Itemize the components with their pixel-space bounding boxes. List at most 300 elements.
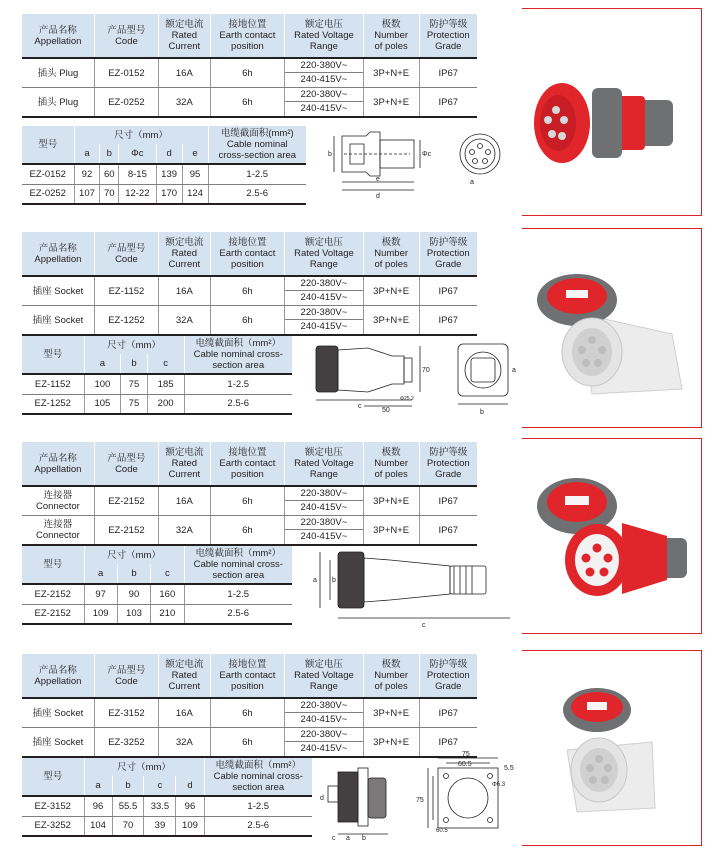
table-cell: EZ-1252 — [94, 306, 158, 336]
text-label: 5.5 — [504, 765, 514, 772]
table-cell — [285, 276, 364, 306]
text-label: Number — [374, 670, 409, 681]
text-label: 240-415V~ — [300, 74, 348, 85]
text-label: c — [332, 835, 336, 842]
text-label: 产品名称 — [38, 242, 77, 254]
table-header-cell — [363, 654, 419, 698]
table-header-cell: Φc — [119, 144, 157, 164]
table-cell: 16A — [158, 486, 210, 516]
table-cell: 2.5-6 — [184, 604, 292, 624]
table-header-cell — [22, 442, 94, 486]
table-cell: 插座 Socket — [22, 306, 94, 336]
table-cell: 60 — [100, 164, 119, 184]
spec-table — [22, 442, 477, 546]
table-cell: 103 — [117, 604, 150, 624]
table-cell: 75 — [121, 374, 147, 394]
table-cell: 95 — [182, 164, 208, 184]
text-label: Connector — [36, 501, 80, 512]
table-cell: 6h — [210, 486, 284, 516]
table-cell: 3P+N+E — [363, 486, 419, 516]
table-header-cell — [22, 654, 94, 698]
text-label: 240-415V~ — [300, 502, 348, 513]
text-label: Earth contact — [219, 458, 276, 469]
text-label: Grade — [435, 469, 462, 480]
text-label: 防护等级 — [429, 237, 468, 248]
text-label: Current — [168, 469, 201, 480]
text-label: Range — [309, 681, 338, 692]
text-label: section area — [232, 782, 285, 793]
table-header-cell: c — [147, 354, 184, 374]
text-label: Protection — [426, 458, 470, 469]
text-label: 240-415V~ — [300, 103, 348, 114]
text-label: Code — [115, 35, 138, 47]
text-label: 220-380V~ — [285, 306, 363, 320]
text-label: Number — [374, 248, 409, 259]
text-label: 电缆截面积（mm²） — [195, 548, 281, 559]
table-header-cell: 型号 — [22, 758, 84, 796]
panel-socket-drawing — [316, 750, 526, 842]
table-cell: 6h — [210, 516, 284, 546]
table-cell: EZ-1252 — [22, 394, 84, 414]
text-label: 接地位置 — [228, 237, 267, 248]
table-cell: 109 — [176, 816, 204, 836]
text-label: 额定电压 — [304, 19, 343, 30]
section-panel-socket — [22, 650, 702, 846]
table-header-cell — [285, 232, 364, 276]
table-cell: 97 — [84, 584, 117, 604]
table-header-cell — [285, 442, 364, 486]
text-label: Φ25.2 — [400, 396, 414, 402]
table-header-cell: b — [112, 776, 144, 796]
table-header-cell — [363, 232, 419, 276]
table-cell: 6h — [210, 698, 284, 728]
connector-photo — [527, 468, 702, 608]
table-cell: 200 — [147, 394, 184, 414]
table-cell: 55.5 — [112, 796, 144, 816]
table-cell: EZ-1152 — [22, 374, 84, 394]
dim-label: e — [376, 176, 380, 183]
text-label: 接地位置 — [228, 659, 267, 670]
dim-label: b — [328, 151, 332, 158]
text-label: Protection — [426, 248, 470, 259]
text-label: of poles — [374, 259, 408, 270]
table-cell: IP67 — [419, 516, 477, 546]
text-label: cross-section area — [218, 150, 297, 161]
text-label: Protection — [426, 670, 470, 681]
text-label: Number — [374, 458, 409, 469]
text-label: a — [346, 835, 350, 842]
table-cell: 96 — [176, 796, 204, 816]
text-label: Cable nominal cross- — [193, 349, 283, 360]
text-label: 产品型号 — [107, 242, 146, 254]
spec-table — [22, 232, 477, 336]
text-label: 240-415V~ — [300, 743, 348, 754]
table-cell: 6h — [210, 276, 284, 306]
text-label: 220-380V~ — [285, 487, 363, 501]
table-cell: 插座 Socket — [22, 698, 94, 728]
table-cell: 70 — [112, 816, 144, 836]
table-cell: 185 — [147, 374, 184, 394]
spec-table — [22, 14, 477, 118]
text-label: a — [313, 577, 317, 584]
table-cell: 6h — [210, 58, 284, 88]
table-cell: 1-2.5 — [204, 796, 312, 816]
text-label: Current — [168, 681, 201, 692]
table-cell — [285, 306, 364, 336]
col-voltage — [285, 14, 364, 58]
text-label: 50 — [382, 407, 390, 414]
text-label: 60.5 — [436, 828, 448, 834]
col-grade — [419, 14, 477, 58]
text-label: 电缆截面积(mm²) — [220, 128, 294, 139]
text-label: 额定电流 — [165, 659, 204, 670]
table-cell: EZ-0252 — [94, 88, 158, 118]
text-label: Number — [374, 30, 409, 41]
text-label: Rated — [171, 670, 198, 681]
table-cell: 139 — [156, 164, 182, 184]
table-header-cell: 型号 — [22, 546, 84, 584]
text-label: section area — [212, 570, 265, 581]
table-cell: EZ-2152 — [94, 516, 158, 546]
table-cell: 107 — [74, 184, 100, 204]
text-label: Range — [309, 259, 338, 270]
text-label: 产品型号 — [107, 452, 146, 464]
text-label: Appellation — [34, 463, 82, 475]
table-cell: EZ-3252 — [22, 816, 84, 836]
text-label: position — [231, 469, 264, 480]
table-cell: 90 — [117, 584, 150, 604]
col-cable — [208, 126, 306, 164]
text-label: Code — [115, 253, 138, 265]
socket-drawing — [308, 336, 528, 420]
table-row — [22, 816, 312, 836]
table-header-cell — [158, 654, 210, 698]
table-cell: 32A — [158, 516, 210, 546]
table-cell: 92 — [74, 164, 100, 184]
text-label: 240-415V~ — [300, 714, 348, 725]
table-row — [22, 88, 477, 118]
table-header-cell — [184, 546, 292, 584]
text-label: Rated Voltage — [294, 248, 354, 259]
table-cell: EZ-3152 — [94, 698, 158, 728]
text-label: position — [231, 259, 264, 270]
section-socket — [22, 228, 702, 428]
dimension-table — [22, 126, 306, 205]
text-label: section area — [212, 360, 265, 371]
text-label: 220-380V~ — [285, 516, 363, 530]
table-header-cell — [363, 442, 419, 486]
text-label: 极数 — [381, 237, 401, 248]
text-label: of poles — [374, 41, 408, 52]
table-cell: 8-15 — [119, 164, 157, 184]
table-header-cell — [210, 442, 284, 486]
text-label: 220-380V~ — [285, 277, 363, 291]
table-row — [22, 164, 306, 184]
table-cell: IP67 — [419, 486, 477, 516]
table-row — [22, 306, 477, 336]
text-label: Rated Voltage — [294, 458, 354, 469]
col-earth — [210, 14, 284, 58]
section-plug — [22, 8, 702, 216]
text-label: 极数 — [381, 19, 401, 30]
table-row — [22, 584, 292, 604]
text-label: 额定电压 — [304, 237, 343, 248]
table-cell: 3P+N+E — [363, 698, 419, 728]
text-label: 产品型号 — [107, 24, 146, 36]
table-header-cell — [285, 654, 364, 698]
table-cell: EZ-0152 — [94, 58, 158, 88]
table-cell: 插头 Plug — [22, 88, 94, 118]
table-header-cell: 尺寸（mm） — [84, 336, 184, 354]
text-label: Appellation — [34, 35, 82, 47]
table-row — [22, 486, 477, 516]
text-label: Rated — [171, 30, 198, 41]
table-row — [22, 516, 477, 546]
table-header-cell — [94, 442, 158, 486]
table-row — [22, 184, 306, 204]
text-label: 220-380V~ — [285, 88, 363, 102]
table-cell: 插头 Plug — [22, 58, 94, 88]
table-row — [22, 604, 292, 624]
text-label: 额定电流 — [165, 447, 204, 458]
dimension-table — [22, 546, 292, 625]
text-label: 额定电流 — [165, 237, 204, 248]
table-cell: 1-2.5 — [184, 584, 292, 604]
table-cell: 3P+N+E — [363, 276, 419, 306]
table-cell: 124 — [182, 184, 208, 204]
table-cell: IP67 — [419, 306, 477, 336]
text-label: 连接器 — [43, 490, 73, 501]
dim-label: d — [376, 193, 380, 200]
table-cell: 2.5-6 — [204, 816, 312, 836]
table-cell: 16A — [158, 698, 210, 728]
text-label: 220-380V~ — [285, 728, 363, 742]
table-cell: 32A — [158, 306, 210, 336]
text-label: a — [512, 367, 516, 374]
text-label: 240-415V~ — [300, 531, 348, 542]
table-cell: 插座 Socket — [22, 276, 94, 306]
text-label: b — [480, 409, 484, 416]
table-cell: 160 — [151, 584, 184, 604]
text-label: 产品名称 — [38, 452, 77, 464]
table-cell: EZ-0252 — [22, 184, 74, 204]
connector-drawing — [310, 542, 520, 632]
table-cell: 32A — [158, 88, 210, 118]
table-cell: 3P+N+E — [363, 516, 419, 546]
table-cell: IP67 — [419, 88, 477, 118]
col-size: 尺寸（mm） — [74, 126, 208, 144]
text-label: 防护等级 — [429, 19, 468, 30]
table-cell: 12-22 — [119, 184, 157, 204]
col-appellation — [22, 14, 94, 58]
text-label: 产品名称 — [38, 664, 77, 676]
table-header-cell: c — [144, 776, 176, 796]
text-label: b — [362, 835, 366, 842]
table-header-cell — [419, 442, 477, 486]
table-header-cell: e — [182, 144, 208, 164]
table-row — [22, 58, 477, 88]
text-label: 220-380V~ — [285, 59, 363, 73]
table-cell — [285, 516, 364, 546]
text-label: Grade — [435, 41, 462, 52]
text-label: 极数 — [381, 659, 401, 670]
text-label: Code — [115, 463, 138, 475]
table-cell: 70 — [100, 184, 119, 204]
table-row — [22, 374, 292, 394]
text-label: c — [422, 622, 426, 629]
text-label: 产品名称 — [38, 24, 77, 36]
table-header-cell — [204, 758, 312, 796]
text-label: 防护等级 — [429, 659, 468, 670]
col-model: 型号 — [22, 126, 74, 164]
table-cell: EZ-3252 — [94, 728, 158, 758]
text-label: b — [332, 577, 336, 584]
col-poles — [363, 14, 419, 58]
text-label: 额定电压 — [304, 659, 343, 670]
table-cell — [22, 516, 94, 546]
table-cell: 104 — [84, 816, 112, 836]
table-header-cell: b — [100, 144, 119, 164]
table-header-cell — [158, 232, 210, 276]
text-label: Earth contact — [219, 30, 276, 41]
text-label: Protection — [426, 30, 470, 41]
table-cell — [285, 486, 364, 516]
text-label: Rated — [171, 458, 198, 469]
col-code — [94, 14, 158, 58]
text-label: 极数 — [381, 447, 401, 458]
table-cell: EZ-0152 — [22, 164, 74, 184]
table-cell: 75 — [121, 394, 147, 414]
text-label: 240-415V~ — [300, 321, 348, 332]
table-cell: 6h — [210, 728, 284, 758]
table-cell: IP67 — [419, 698, 477, 728]
text-label: Current — [168, 259, 201, 270]
table-cell — [285, 58, 364, 88]
table-header-cell — [94, 654, 158, 698]
text-label: Cable nominal cross- — [213, 771, 303, 782]
table-cell: 32A — [158, 728, 210, 758]
table-cell: 170 — [156, 184, 182, 204]
text-label: 电缆截面积（mm²） — [195, 338, 281, 349]
text-label: Cable nominal — [226, 139, 288, 150]
text-label: Connector — [36, 530, 80, 541]
text-label: 接地位置 — [228, 19, 267, 30]
table-cell: IP67 — [419, 728, 477, 758]
table-cell — [22, 486, 94, 516]
table-row — [22, 276, 477, 306]
table-header-cell — [210, 232, 284, 276]
table-cell: 16A — [158, 276, 210, 306]
table-header-cell — [210, 654, 284, 698]
plug-photo — [522, 58, 697, 188]
table-header-cell: a — [84, 564, 117, 584]
table-cell: 39 — [144, 816, 176, 836]
dim-label: Φc — [422, 151, 432, 158]
text-label: Φ6.3 — [492, 782, 506, 788]
col-current — [158, 14, 210, 58]
text-label: Grade — [435, 681, 462, 692]
table-header-cell — [184, 336, 292, 374]
text-label: 240-415V~ — [300, 292, 348, 303]
table-header-cell — [419, 232, 477, 276]
table-cell: EZ-1152 — [94, 276, 158, 306]
text-label: Earth contact — [219, 670, 276, 681]
table-header-cell — [158, 442, 210, 486]
text-label: Rated — [171, 248, 198, 259]
table-header-cell: 尺寸（mm） — [84, 546, 184, 564]
text-label: 产品型号 — [107, 664, 146, 676]
table-header-cell: b — [121, 354, 147, 374]
panel-socket-photo — [537, 680, 702, 820]
table-cell: 33.5 — [144, 796, 176, 816]
text-label: 接地位置 — [228, 447, 267, 458]
table-cell — [285, 88, 364, 118]
text-label: 连接器 — [43, 519, 73, 530]
table-cell: 2.5-6 — [208, 184, 306, 204]
table-header-cell: a — [84, 354, 121, 374]
text-label: position — [231, 41, 264, 52]
table-header-cell — [94, 232, 158, 276]
text-label: Earth contact — [219, 248, 276, 259]
table-cell: 3P+N+E — [363, 88, 419, 118]
text-label: of poles — [374, 469, 408, 480]
table-cell: 6h — [210, 306, 284, 336]
dimension-table — [22, 336, 292, 415]
text-label: Rated Voltage — [294, 670, 354, 681]
table-header-cell: 尺寸（mm） — [84, 758, 204, 776]
text-label: 75 — [462, 751, 470, 758]
text-label: Grade — [435, 259, 462, 270]
table-header-cell — [419, 654, 477, 698]
table-header-cell — [22, 232, 94, 276]
table-cell: EZ-2152 — [22, 604, 84, 624]
table-cell: 100 — [84, 374, 121, 394]
dim-label: a — [470, 179, 474, 186]
text-label: c — [358, 403, 362, 410]
table-cell: 6h — [210, 88, 284, 118]
text-label: Appellation — [34, 253, 82, 265]
text-label: 额定电流 — [165, 19, 204, 30]
socket-photo — [522, 264, 697, 404]
table-cell: EZ-2152 — [22, 584, 84, 604]
plug-drawing — [320, 122, 530, 202]
table-header-cell: d — [176, 776, 204, 796]
table-cell: 3P+N+E — [363, 306, 419, 336]
table-cell: 插座 Socket — [22, 728, 94, 758]
table-cell: EZ-2152 — [94, 486, 158, 516]
text-label: of poles — [374, 681, 408, 692]
table-header-cell: 型号 — [22, 336, 84, 374]
table-cell: IP67 — [419, 276, 477, 306]
text-label: 70 — [422, 367, 430, 374]
text-label: 60.5 — [458, 761, 472, 768]
table-row — [22, 394, 292, 414]
table-header-cell: c — [151, 564, 184, 584]
text-label: Code — [115, 675, 138, 687]
section-connector — [22, 438, 702, 634]
table-cell: 3P+N+E — [363, 58, 419, 88]
table-cell: IP67 — [419, 58, 477, 88]
dimension-table — [22, 758, 312, 837]
table-cell: 1-2.5 — [208, 164, 306, 184]
table-cell: 16A — [158, 58, 210, 88]
table-cell: 3P+N+E — [363, 728, 419, 758]
table-cell: EZ-3152 — [22, 796, 84, 816]
text-label: 额定电压 — [304, 447, 343, 458]
text-label: Range — [309, 469, 338, 480]
spec-table — [22, 654, 477, 758]
table-cell: 1-2.5 — [184, 374, 292, 394]
